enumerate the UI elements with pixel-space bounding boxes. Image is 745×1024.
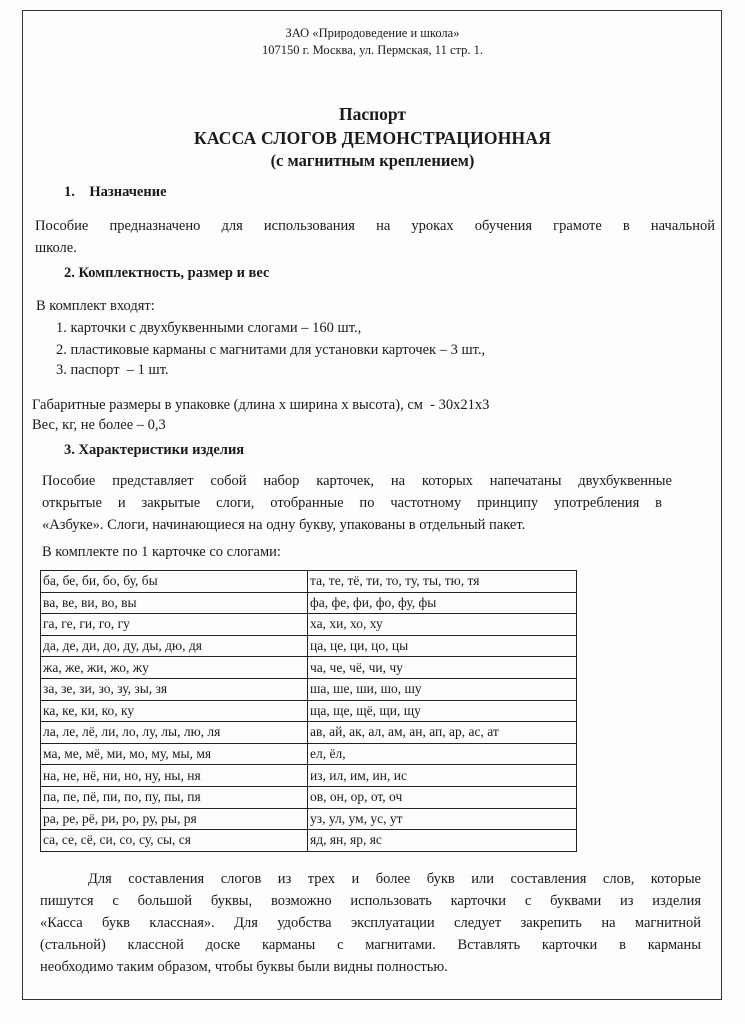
contents-item: 2. пластиковые карманы с магнитами для установки карточек – 3 шт., xyxy=(56,342,486,358)
characteristics-text-line: Пособие представляет собой набор карточек, на которых напечатаны двухбуквенные xyxy=(42,473,672,489)
dimensions-text: Габаритные размеры в упаковке (длина х ширина х высота), см - 30х21х3 xyxy=(32,397,490,413)
table-row xyxy=(41,743,577,765)
table-row xyxy=(41,808,577,830)
syllables-cell-left: ка, ке, ки, ко, ку xyxy=(41,700,308,722)
table-row xyxy=(41,592,577,614)
syllables-cell-left: ма, ме, мё, ми, мо, му, мы, мя xyxy=(41,743,308,765)
organization-name: ЗАО «Природоведение и школа» xyxy=(285,26,460,40)
table-row xyxy=(41,700,577,722)
syllables-cell-right: ша, ше, ши, шо, шу xyxy=(308,678,577,700)
table-row xyxy=(41,765,577,787)
section-heading-characteristics: 3. Характеристики изделия xyxy=(64,442,245,458)
usage-text-line: (стальной) классной доске карманы с магнитами. Вставлять карточки в карманы xyxy=(40,937,701,953)
table-row xyxy=(41,830,577,852)
characteristics-text-line: «Азбуке». Слоги, начинающиеся на одну букву, упакованы в отдельный пакет. xyxy=(42,517,526,533)
usage-text-line: «Касса букв классная». Для удобства эксплуатации следует закрепить на магнитной xyxy=(40,915,701,931)
contents-item: 1. карточки с двухбуквенными слогами – 160 шт., xyxy=(56,320,362,336)
table-row xyxy=(41,635,577,657)
syllables-cell-right: ов, он, ор, от, оч xyxy=(308,786,577,808)
syllables-cell-left: за, зе, зи, зо, зу, зы, зя xyxy=(41,678,308,700)
syllables-cell-left: па, пе, пё, пи, по, пу, пы, пя xyxy=(41,786,308,808)
table-row xyxy=(41,722,577,744)
table-row xyxy=(41,657,577,679)
syllables-cell-right: ха, хи, хо, ху xyxy=(308,614,577,636)
product-title: КАССА СЛОГОВ ДЕМОНСТРАЦИОННАЯ xyxy=(193,128,552,148)
syllables-cell-right: ца, це, ци, цо, цы xyxy=(308,635,577,657)
usage-text-line: пишутся с большой буквы, возможно использовать карточки с буквами из изделия xyxy=(40,893,701,909)
syllables-cell-left: да, де, ди, до, ду, ды, дю, дя xyxy=(41,635,308,657)
syllables-cell-left: ла, ле, лё, ли, ло, лу, лы, лю, ля xyxy=(41,722,308,744)
syllables-cell-left: ра, ре, рё, ри, ро, ру, ры, ря xyxy=(41,808,308,830)
syllables-cell-right: ща, ще, щё, щи, щу xyxy=(308,700,577,722)
syllables-table-intro: В комплекте по 1 карточке со слогами: xyxy=(42,544,281,560)
syllables-cell-right: уз, ул, ум, ус, ут xyxy=(308,808,577,830)
table-row xyxy=(41,614,577,636)
usage-text-line: Для составления слогов из трех и более букв или составления слов, которые xyxy=(88,871,701,887)
document-title: Паспорт xyxy=(338,104,407,124)
syllables-table xyxy=(40,570,577,852)
purpose-text-line: школе. xyxy=(35,240,77,256)
product-subtitle: (с магнитным креплением) xyxy=(270,151,475,170)
section-heading-purpose: 1. Назначение xyxy=(64,184,167,200)
contents-intro: В комплект входят: xyxy=(36,298,155,314)
contents-item: 3. паспорт – 1 шт. xyxy=(56,362,169,378)
syllables-cell-left: га, ге, ги, го, гу xyxy=(41,614,308,636)
syllables-cell-right: фа, фе, фи, фо, фу, фы xyxy=(308,592,577,614)
syllables-cell-left: ба, бе, би, бо, бу, бы xyxy=(41,571,308,593)
syllables-cell-right: ав, ай, ак, ал, ам, ан, ап, ар, ас, ат xyxy=(308,722,577,744)
syllables-cell-right: яд, ян, яр, яс xyxy=(308,830,577,852)
syllables-cell-right: ел, ёл, xyxy=(308,743,577,765)
syllables-cell-right: та, те, тё, ти, то, ту, ты, тю, тя xyxy=(308,571,577,593)
characteristics-text-line: открытые и закрытые слоги, отобранные по частотному принципу употребления в xyxy=(42,495,662,511)
section-heading-contents: 2. Комплектность, размер и вес xyxy=(64,265,270,281)
weight-text: Вес, кг, не более – 0,3 xyxy=(32,417,166,433)
table-row xyxy=(41,678,577,700)
usage-text-line: необходимо таким образом, чтобы буквы были видны полностью. xyxy=(40,959,448,975)
syllables-cell-right: ча, че, чё, чи, чу xyxy=(308,657,577,679)
organization-address: 107150 г. Москва, ул. Пермская, 11 стр. 1. xyxy=(261,43,484,57)
syllables-cell-right: из, ил, им, ин, ис xyxy=(308,765,577,787)
purpose-text-line: Пособие предназначено для использования на уроках обучения грамоте в начальной xyxy=(35,218,715,234)
syllables-cell-left: са, се, сё, си, со, су, сы, ся xyxy=(41,830,308,852)
syllables-cell-left: ва, ве, ви, во, вы xyxy=(41,592,308,614)
syllables-cell-left: на, не, нё, ни, но, ну, ны, ня xyxy=(41,765,308,787)
syllables-cell-left: жа, же, жи, жо, жу xyxy=(41,657,308,679)
table-row xyxy=(41,786,577,808)
table-row xyxy=(41,571,577,593)
